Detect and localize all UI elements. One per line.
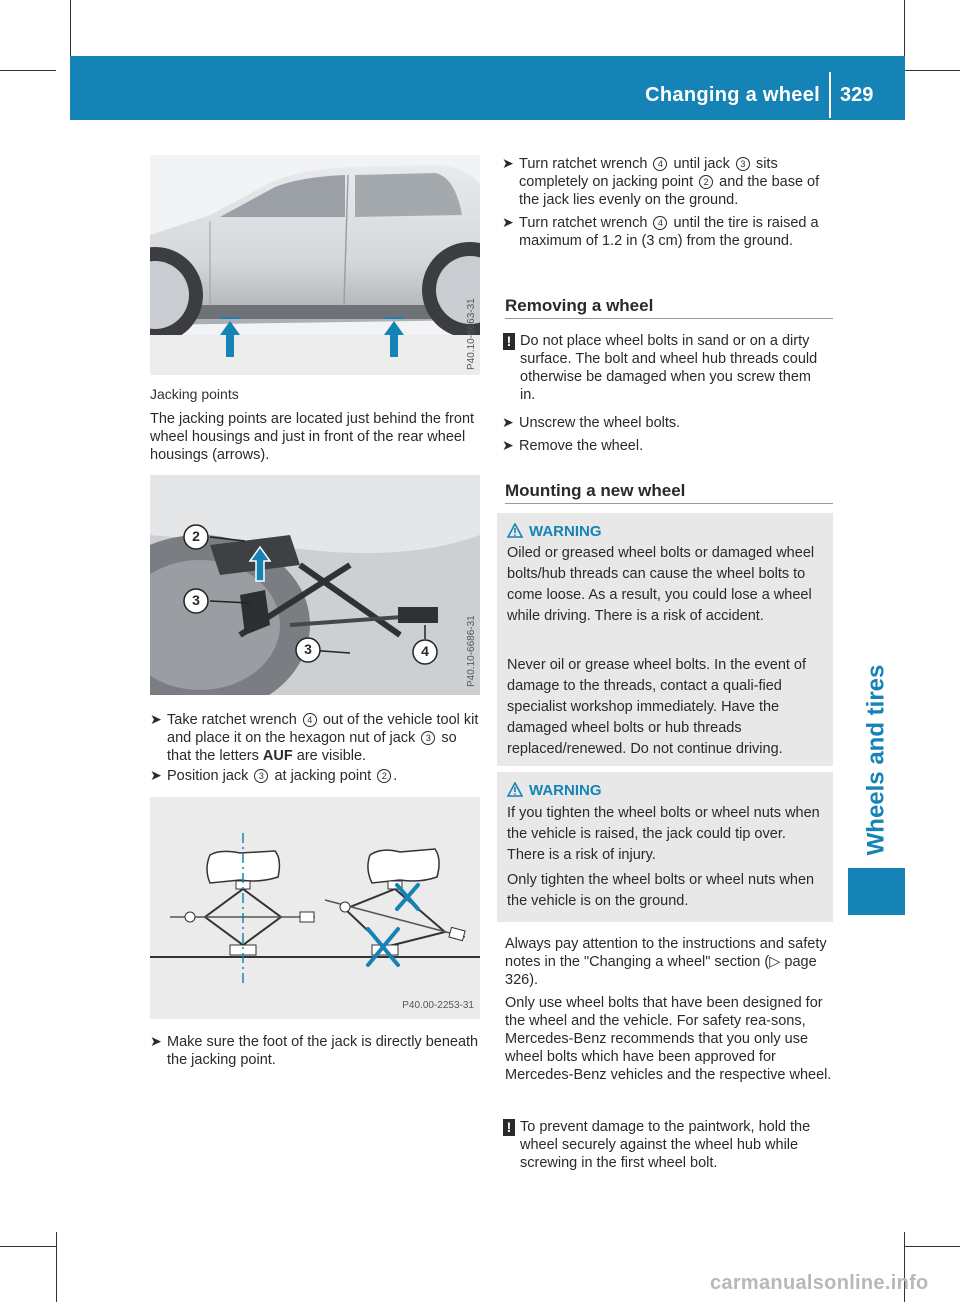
ref-number: 4: [653, 157, 667, 171]
page-reference-link[interactable]: ▷ page 326: [505, 954, 817, 988]
step-take-wrench: [150, 711, 480, 765]
step-arrow-icon: ➤: [150, 711, 162, 727]
figure-jacking-points: [150, 155, 480, 375]
figure-jack-diagram: [150, 797, 480, 1019]
figure-jack-position: [150, 475, 480, 695]
warning-heading: [507, 523, 602, 540]
step-text: so that the letters: [167, 730, 457, 764]
step-text: out of the vehicle tool kit and place it on the hexagon nut of jack: [167, 712, 479, 746]
chapter-tab: [848, 660, 905, 860]
crop-mark: [56, 1232, 57, 1302]
step-text: are visible.: [292, 748, 367, 764]
step-text: Turn ratchet wrench: [519, 215, 652, 231]
warning-text: If you tighten the wheel bolts or wheel nuts when the vehicle is raised, the jack could tip over. There is a risk of injury.: [507, 805, 820, 863]
callout-label: 3: [192, 592, 200, 608]
notice-icon: !: [503, 333, 515, 350]
warning-heading: [507, 782, 602, 799]
step-text: Make sure the foot of the jack is directly beneath the jacking point.: [167, 1034, 479, 1068]
page-number: 329: [840, 84, 874, 106]
section-title: Changing a wheel: [645, 84, 820, 106]
step-text: Take ratchet wrench: [167, 712, 301, 728]
step-unscrew-bolts: [502, 414, 834, 432]
ref-number: 2: [377, 769, 391, 783]
notice-bolts-sand: Do not place wheel bolts in sand or on a dirty surface. The bolt and wheel hub threads could otherwise be damaged when you screw them in.: [520, 333, 818, 403]
step-text: and the base of the jack lies evenly on the ground.: [519, 174, 820, 208]
step-remove-wheel: [502, 437, 834, 455]
paragraph-safety-notes: [505, 935, 833, 989]
callout-label: 4: [421, 643, 429, 659]
callout-label: 2: [192, 528, 200, 544]
warning-text: Only tighten the wheel bolts or wheel nuts when the vehicle is on the ground.: [507, 872, 815, 909]
crop-mark: [904, 0, 905, 56]
ref-number: 3: [736, 157, 750, 171]
warning-triangle-icon: [507, 782, 523, 797]
notice-paintwork: To prevent damage to the paintwork, hold the wheel securely against the wheel hub while screwing in the first wheel bolt.: [520, 1119, 811, 1171]
step-text: Unscrew the wheel bolts.: [519, 415, 681, 431]
warning-label: WARNING: [529, 782, 602, 799]
ref-number: 3: [254, 769, 268, 783]
step-text: until jack: [669, 156, 734, 172]
watermark: carmanualsonline.info: [710, 1272, 929, 1294]
step-text: until the tire is raised a maximum of 1.2 in (3 cm) from the ground.: [519, 215, 819, 249]
step-position-jack: [150, 767, 480, 785]
intro-paragraph: The jacking points are located just behind the front wheel housings and just in front of the rear wheel housings (arrows).: [150, 411, 475, 463]
step-arrow-icon: ➤: [502, 155, 514, 171]
step-text: Remove the wheel.: [519, 438, 644, 454]
car-side-illustration: [150, 155, 480, 375]
header-separator: [829, 72, 831, 118]
crop-mark: [904, 70, 960, 71]
warning-text: Oiled or greased wheel bolts or damaged wheel bolts/hub threads can cause the wheel bolts to come loose. As a result, you could lose a wheel while driving. There is a risk of accident.: [507, 545, 815, 624]
ref-number: 2: [699, 175, 713, 189]
figure-caption: Jacking points: [150, 386, 239, 402]
step-text: Position jack: [167, 768, 253, 784]
step-turn-wrench-raise: [502, 214, 834, 250]
step-text: sits completely on jacking point: [519, 156, 778, 190]
crop-mark: [904, 1246, 960, 1247]
figure-code: P40.10-6686-31: [466, 615, 477, 687]
heading-rule: [505, 318, 833, 319]
ref-number: 4: [303, 713, 317, 727]
step-arrow-icon: ➤: [502, 214, 514, 230]
callout-label: 3: [304, 641, 312, 657]
crop-mark: [0, 1246, 56, 1247]
paragraph-wheel-bolts: Only use wheel bolts that have been designed for the wheel and the vehicle. For safety rea-sons, Mercedes-Benz recommends that you only use wheel bolts which have been approved for Mercedes-Benz vehicles and the respective wheel.: [505, 995, 832, 1083]
warning-triangle-icon: [507, 523, 523, 538]
warning-box-tighten: [497, 772, 833, 922]
heading-mounting-wheel: Mounting a new wheel: [505, 481, 686, 500]
crop-mark: [70, 0, 71, 56]
crop-mark: [0, 70, 56, 71]
chapter-tab-marker: [848, 868, 905, 915]
warning-label: WARNING: [529, 523, 602, 540]
step-arrow-icon: ➤: [150, 767, 162, 783]
emphasis-text: AUF: [262, 748, 293, 764]
callout-markers: [150, 475, 480, 695]
chapter-tab-label: Wheels and tires: [862, 664, 890, 856]
paragraph-text: ).: [529, 972, 539, 988]
step-text: at jacking point: [270, 768, 376, 784]
jack-diagram: [150, 797, 480, 1019]
step-arrow-icon: ➤: [150, 1033, 162, 1049]
warning-box-bolts: [497, 513, 833, 766]
step-arrow-icon: ➤: [502, 414, 514, 430]
step-check-jack-foot: [150, 1033, 480, 1069]
notice-icon: !: [503, 1119, 515, 1136]
step-text: Turn ratchet wrench: [519, 156, 652, 172]
step-text: .: [393, 768, 398, 784]
ref-number: 4: [653, 216, 667, 230]
warning-text: Never oil or grease wheel bolts. In the event of damage to the threads, contact a quali-fied specialist workshop immediately. Have the damaged wheel bolts or hub threads replaced/renewed. Do not continue driving.: [507, 657, 807, 757]
step-turn-wrench-seat: [502, 155, 834, 209]
step-arrow-icon: ➤: [502, 437, 514, 453]
figure-code: P40.10-6663-31: [466, 298, 477, 370]
ref-number: 3: [421, 731, 435, 745]
heading-rule: [505, 503, 833, 504]
figure-code: P40.00-2253-31: [402, 1000, 474, 1011]
paragraph-text: Always pay attention to the instructions and safety notes in the "Changing a wheel" section (: [505, 936, 827, 970]
heading-removing-wheel: Removing a wheel: [505, 296, 654, 315]
